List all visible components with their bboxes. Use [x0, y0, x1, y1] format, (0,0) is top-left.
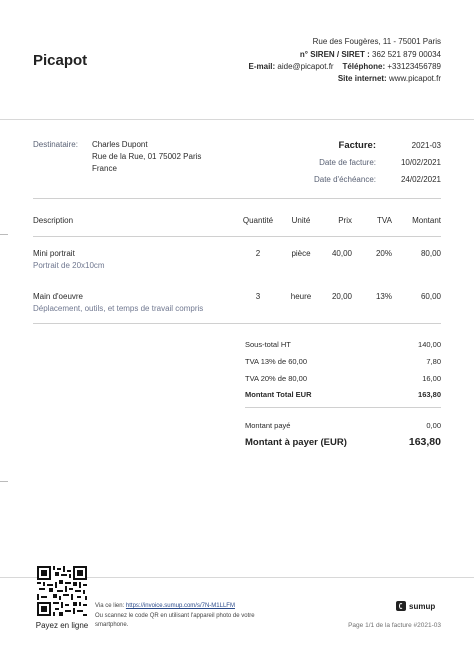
fold-mark-bottom	[0, 481, 8, 482]
fold-mark-top	[0, 234, 8, 235]
siren-label: n° SIREN / SIRET :	[299, 50, 370, 59]
col-amount: Montant	[412, 216, 441, 225]
payment-link-line	[95, 603, 235, 609]
vat20-label: TVA 20% de 80,00	[245, 374, 307, 383]
meta-divider	[33, 198, 441, 199]
row-1-price: 40,00	[331, 249, 352, 258]
col-unit: Unité	[291, 216, 311, 225]
invoice-date-label: Date de facture:	[319, 158, 376, 167]
col-quantity: Quantité	[242, 216, 274, 225]
vat13-label: TVA 13% de 60,00	[245, 357, 307, 366]
company-site	[141, 74, 441, 83]
company-siren	[141, 50, 441, 59]
email-value: aide@picapot.fr	[277, 62, 334, 71]
subtotal-value: 140,00	[418, 340, 441, 349]
amount-due-label: Montant à payer (EUR)	[245, 437, 347, 448]
invoice-due-label: Date d'échéance:	[313, 175, 376, 184]
link-prefix: Via ce lien:	[95, 603, 125, 609]
row-1-unit: pièce	[291, 249, 311, 258]
company-name: Picapot	[33, 52, 88, 69]
sumup-logo	[396, 601, 435, 611]
row-2-price: 20,00	[331, 292, 352, 301]
sumup-logo-icon	[396, 601, 406, 611]
row-2-quantity: 3	[255, 292, 261, 301]
header-divider	[0, 119, 474, 120]
row-1-title: Mini portrait	[33, 249, 75, 258]
qr-instructions-line2: smartphone.	[95, 622, 129, 628]
row-2-title: Main d'oeuvre	[33, 292, 83, 301]
row-1-vat: 20%	[375, 249, 392, 258]
email-label: E-mail:	[248, 62, 276, 71]
row-2-subtitle: Déplacement, outils, et temps de travail compris	[33, 304, 204, 313]
page-number: Page 1/1	[348, 622, 375, 629]
siren-value: 362 521 879 00034	[372, 50, 441, 59]
recipient-street: Rue de la Rue, 01 75002 Paris	[92, 152, 202, 161]
col-description: Description	[33, 216, 74, 225]
total-label: Montant Total EUR	[245, 390, 312, 399]
amount-due-value: 163,80	[408, 436, 441, 448]
row-1-subtitle: Portrait de 20x10cm	[33, 261, 105, 270]
recipient-name: Charles Dupont	[92, 140, 148, 149]
sumup-brand: sumup	[409, 601, 436, 611]
row-2-vat: 13%	[375, 292, 392, 301]
invoice-title-label: Facture:	[338, 140, 376, 151]
totals-divider	[245, 407, 441, 408]
invoice-due: 24/02/2021	[400, 175, 441, 184]
site-value: www.picapot.fr	[388, 74, 441, 83]
recipient-country: France	[92, 164, 117, 173]
company-contact	[121, 62, 441, 71]
col-price: Prix	[338, 216, 352, 225]
paid-value: 0,00	[426, 421, 441, 430]
col-vat: TVA	[377, 216, 392, 225]
table-header-divider	[33, 236, 441, 237]
row-1-quantity: 2	[255, 249, 261, 258]
qr-code-icon	[37, 566, 87, 616]
recipient-label: Destinataire:	[33, 140, 78, 149]
total-value: 163,80	[418, 390, 441, 399]
row-2-amount: 60,00	[420, 292, 441, 301]
phone-value: +33123456789	[387, 62, 441, 71]
row-2-unit: heure	[290, 292, 312, 301]
invoice-number: 2021-03	[411, 141, 441, 150]
phone-label: Téléphone:	[342, 62, 386, 71]
payment-link[interactable]: https://invoice.sumup.com/s/7N-M1LLFM	[125, 603, 235, 609]
paid-label: Montant payé	[245, 421, 291, 430]
pay-online-label: Payez en ligne	[35, 621, 89, 630]
qr-code[interactable]	[37, 566, 87, 616]
table-end-divider	[33, 323, 441, 324]
subtotal-label: Sous-total HT	[245, 340, 291, 349]
vat20-value: 16,00	[422, 374, 441, 383]
invoice-ref: de la facture #2021-03	[375, 622, 441, 629]
site-label: Site internet:	[337, 74, 387, 83]
row-1-amount: 80,00	[420, 249, 441, 258]
company-address: Rue des Fougères, 11 - 75001 Paris	[312, 37, 441, 46]
invoice-date: 10/02/2021	[400, 158, 441, 167]
page-info	[300, 622, 441, 629]
qr-instructions-line1: Ou scannez le code QR en utilisant l'appareil photo de votre	[95, 613, 255, 619]
vat13-value: 7,80	[426, 357, 441, 366]
